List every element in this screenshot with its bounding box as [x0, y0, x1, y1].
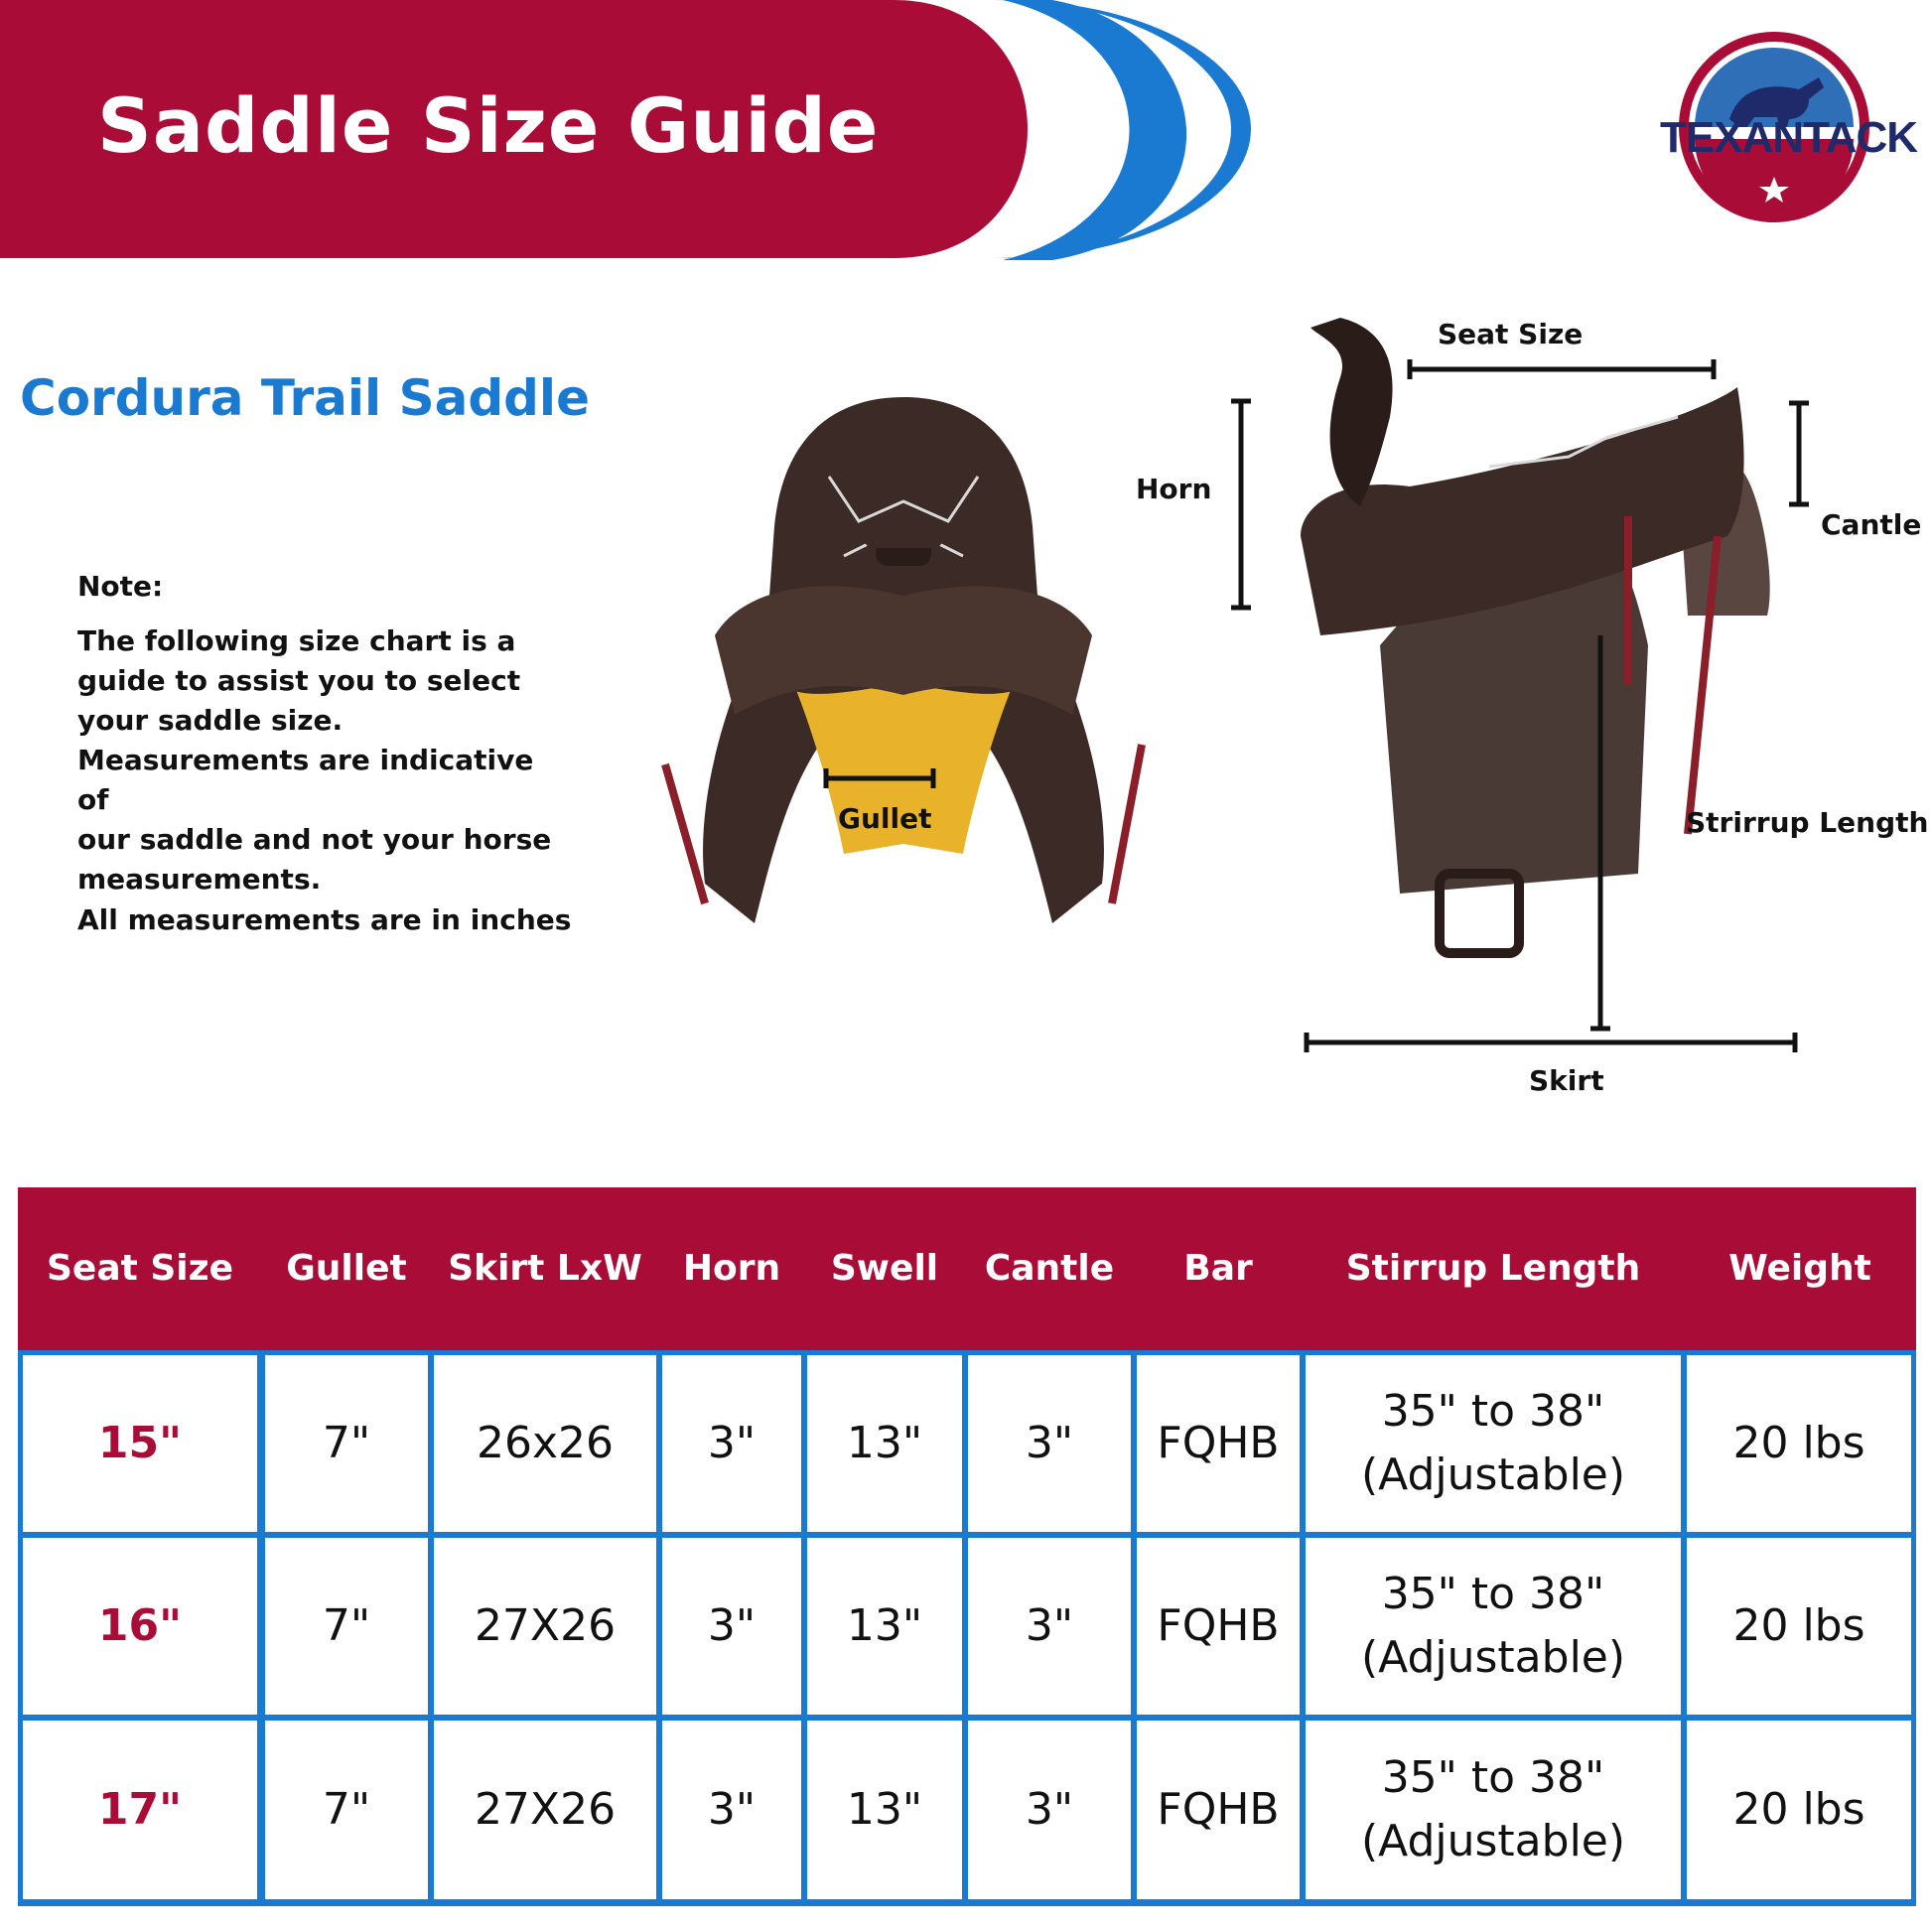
table-cell: 20 lbs [1687, 1538, 1911, 1715]
skirt-label: Skirt [1529, 1064, 1604, 1097]
table-cell-seat: 17" [23, 1721, 257, 1899]
table-cell: FQHB [1137, 1721, 1300, 1899]
header-skirt: Skirt LxW [448, 1248, 642, 1289]
table-cell: 13" [807, 1538, 962, 1715]
header-weight: Weight [1728, 1248, 1871, 1289]
table-cell: 20 lbs [1687, 1355, 1911, 1532]
header-cantle: Cantle [984, 1248, 1115, 1289]
seat-size-label: Seat Size [1438, 318, 1584, 350]
cantle-label: Cantle [1821, 508, 1922, 541]
table-cell: FQHB [1137, 1355, 1300, 1532]
table-cell: 3" [968, 1538, 1131, 1715]
table-cell: 35" to 38" (Adjustable) [1306, 1355, 1681, 1532]
header-bar: Bar [1183, 1248, 1253, 1289]
note-body: The following size chart is a guide to assist you to select your saddle size. Measurements are indicative of our saddle and not your horse measurements. [77, 624, 552, 896]
table-cell-seat: 15" [23, 1355, 257, 1532]
header-stirrup-length: Stirrup Length [1345, 1248, 1641, 1289]
table-cell: 27X26 [434, 1721, 656, 1899]
header-swell: Swell [830, 1248, 939, 1289]
table-cell: 26x26 [434, 1355, 656, 1532]
table-cell: FQHB [1137, 1538, 1300, 1715]
table-cell: 20 lbs [1687, 1721, 1911, 1899]
table-cell: 35" to 38" (Adjustable) [1306, 1721, 1681, 1899]
table-cell: 7" [265, 1721, 428, 1899]
table-cell: 3" [662, 1721, 801, 1899]
note-heading: Note: [77, 570, 164, 603]
page-title: Saddle Size Guide [97, 81, 880, 170]
header-seat-size: Seat Size [46, 1248, 233, 1289]
table-cell: 3" [968, 1721, 1131, 1899]
table-cell: 13" [807, 1355, 962, 1532]
table-header [18, 1187, 1916, 1350]
table-cell: 35" to 38" (Adjustable) [1306, 1538, 1681, 1715]
table-cell: 13" [807, 1721, 962, 1899]
header-horn: Horn [682, 1248, 781, 1289]
horn-label: Horn [1136, 473, 1212, 505]
stirrup-length-label: Strirrup Length [1686, 806, 1929, 839]
gullet-label: Gullet [838, 802, 932, 835]
table-cell: 7" [265, 1538, 428, 1715]
table-body [18, 1350, 1916, 1906]
table-cell: 27X26 [434, 1538, 656, 1715]
table-cell: 3" [662, 1538, 801, 1715]
product-title: Cordura Trail Saddle [20, 369, 590, 427]
note-footer: All measurements are in inches [77, 903, 572, 936]
logo-text: TEXANTACK [1660, 113, 1918, 162]
table-cell: 3" [662, 1355, 801, 1532]
table-cell: 3" [968, 1355, 1131, 1532]
table-cell: 7" [265, 1355, 428, 1532]
header-gullet: Gullet [286, 1248, 407, 1289]
table-cell-seat: 16" [23, 1538, 257, 1715]
